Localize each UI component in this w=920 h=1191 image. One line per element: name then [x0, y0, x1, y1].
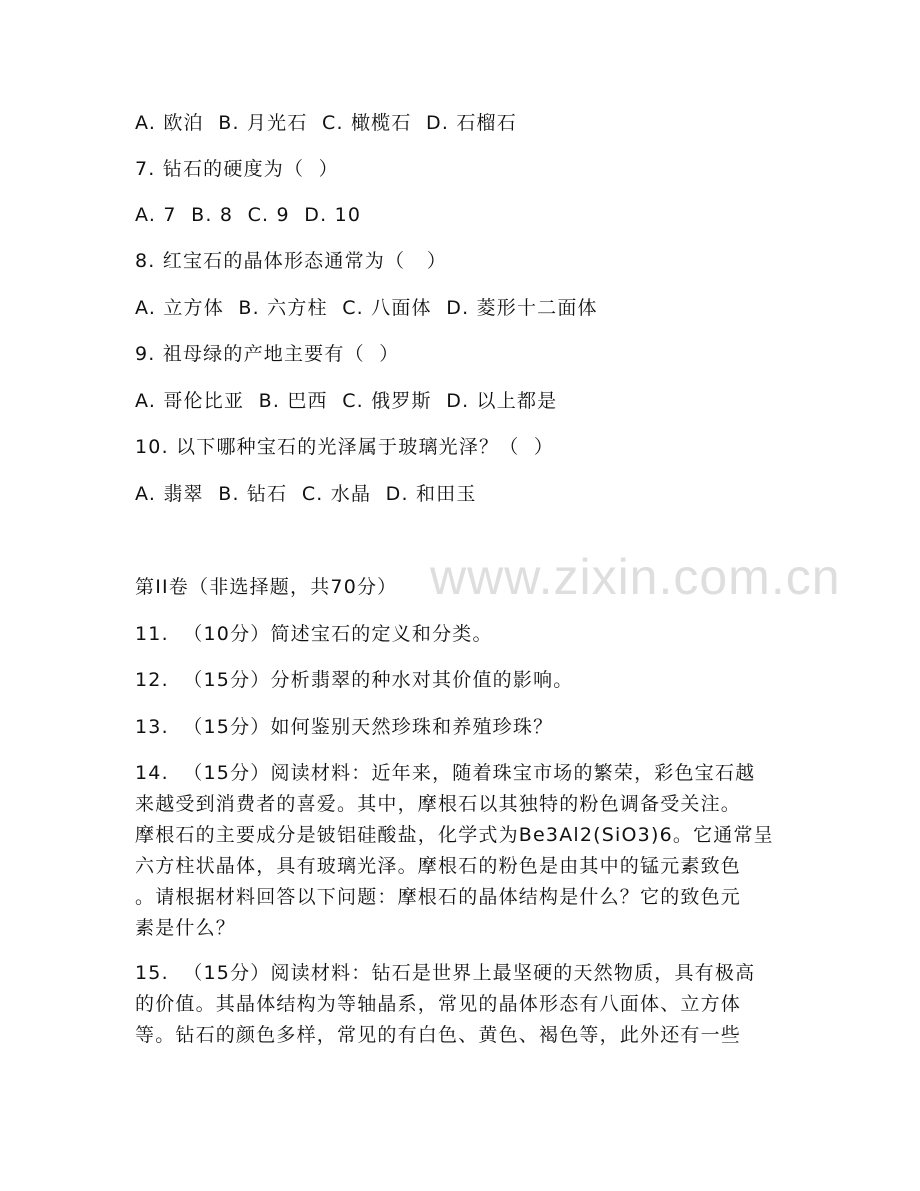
- question-14: [135, 758, 790, 944]
- section-2-heading: 第II卷（非选择题，共70分）: [135, 576, 398, 598]
- question-8: 8. 红宝石的晶体形态通常为（ ）: [135, 250, 448, 272]
- question-14-line: 来越受到消费者的喜爱。其中，摩根石以其独特的粉色调备受关注。: [135, 793, 742, 815]
- question-14-line: 摩根石的主要成分是铍铝硅酸盐，化学式为Be3Al2(SiO3)6。它通常呈: [135, 824, 774, 846]
- question-15-line: 的价值。其晶体结构为等轴晶系，常见的晶体形态有八面体、立方体: [135, 993, 742, 1015]
- question-15-line: 等。钻石的颜色多样，常见的有白色、黄色、褐色等，此外还有一些: [135, 1024, 742, 1046]
- question-15-line: 15. （15分）阅读材料：钻石是世界上最坚硬的天然物质，具有极高: [135, 962, 756, 984]
- question-10: 10. 以下哪种宝石的光泽属于玻璃光泽？（ ）: [135, 436, 555, 458]
- question-8-options: A. 立方体 B. 六方柱 C. 八面体 D. 菱形十二面体: [135, 297, 598, 319]
- question-6-options: A. 欧泊 B. 月光石 C. 橄榄石 D. 石榴石: [135, 112, 517, 134]
- question-12: 12. （15分）分析翡翠的种水对其价值的影响。: [135, 669, 574, 691]
- question-14-line: 六方柱状晶体，具有玻璃光泽。摩根石的粉色是由其中的锰元素致色: [135, 855, 742, 877]
- question-10-options: A. 翡翠 B. 钻石 C. 水晶 D. 和田玉: [135, 483, 477, 505]
- question-13: 13. （15分）如何鉴别天然珍珠和养殖珍珠？: [135, 716, 554, 738]
- question-9: 9. 祖母绿的产地主要有（ ）: [135, 343, 400, 365]
- question-14-line: 。请根据材料回答以下问题：摩根石的晶体结构是什么？它的致色元: [135, 886, 742, 908]
- question-7: 7. 钻石的硬度为（ ）: [135, 158, 339, 180]
- watermark: www.zixin.com.cn: [430, 549, 841, 605]
- question-15: [135, 958, 790, 1051]
- question-14-line: 素是什么？: [135, 917, 237, 939]
- question-9-options: A. 哥伦比亚 B. 巴西 C. 俄罗斯 D. 以上都是: [135, 390, 558, 412]
- question-11: 11. （10分）简述宝石的定义和分类。: [135, 623, 493, 645]
- question-14-line: 14. （15分）阅读材料：近年来，随着珠宝市场的繁荣，彩色宝石越: [135, 762, 756, 784]
- question-7-options: A. 7 B. 8 C. 9 D. 10: [135, 204, 362, 226]
